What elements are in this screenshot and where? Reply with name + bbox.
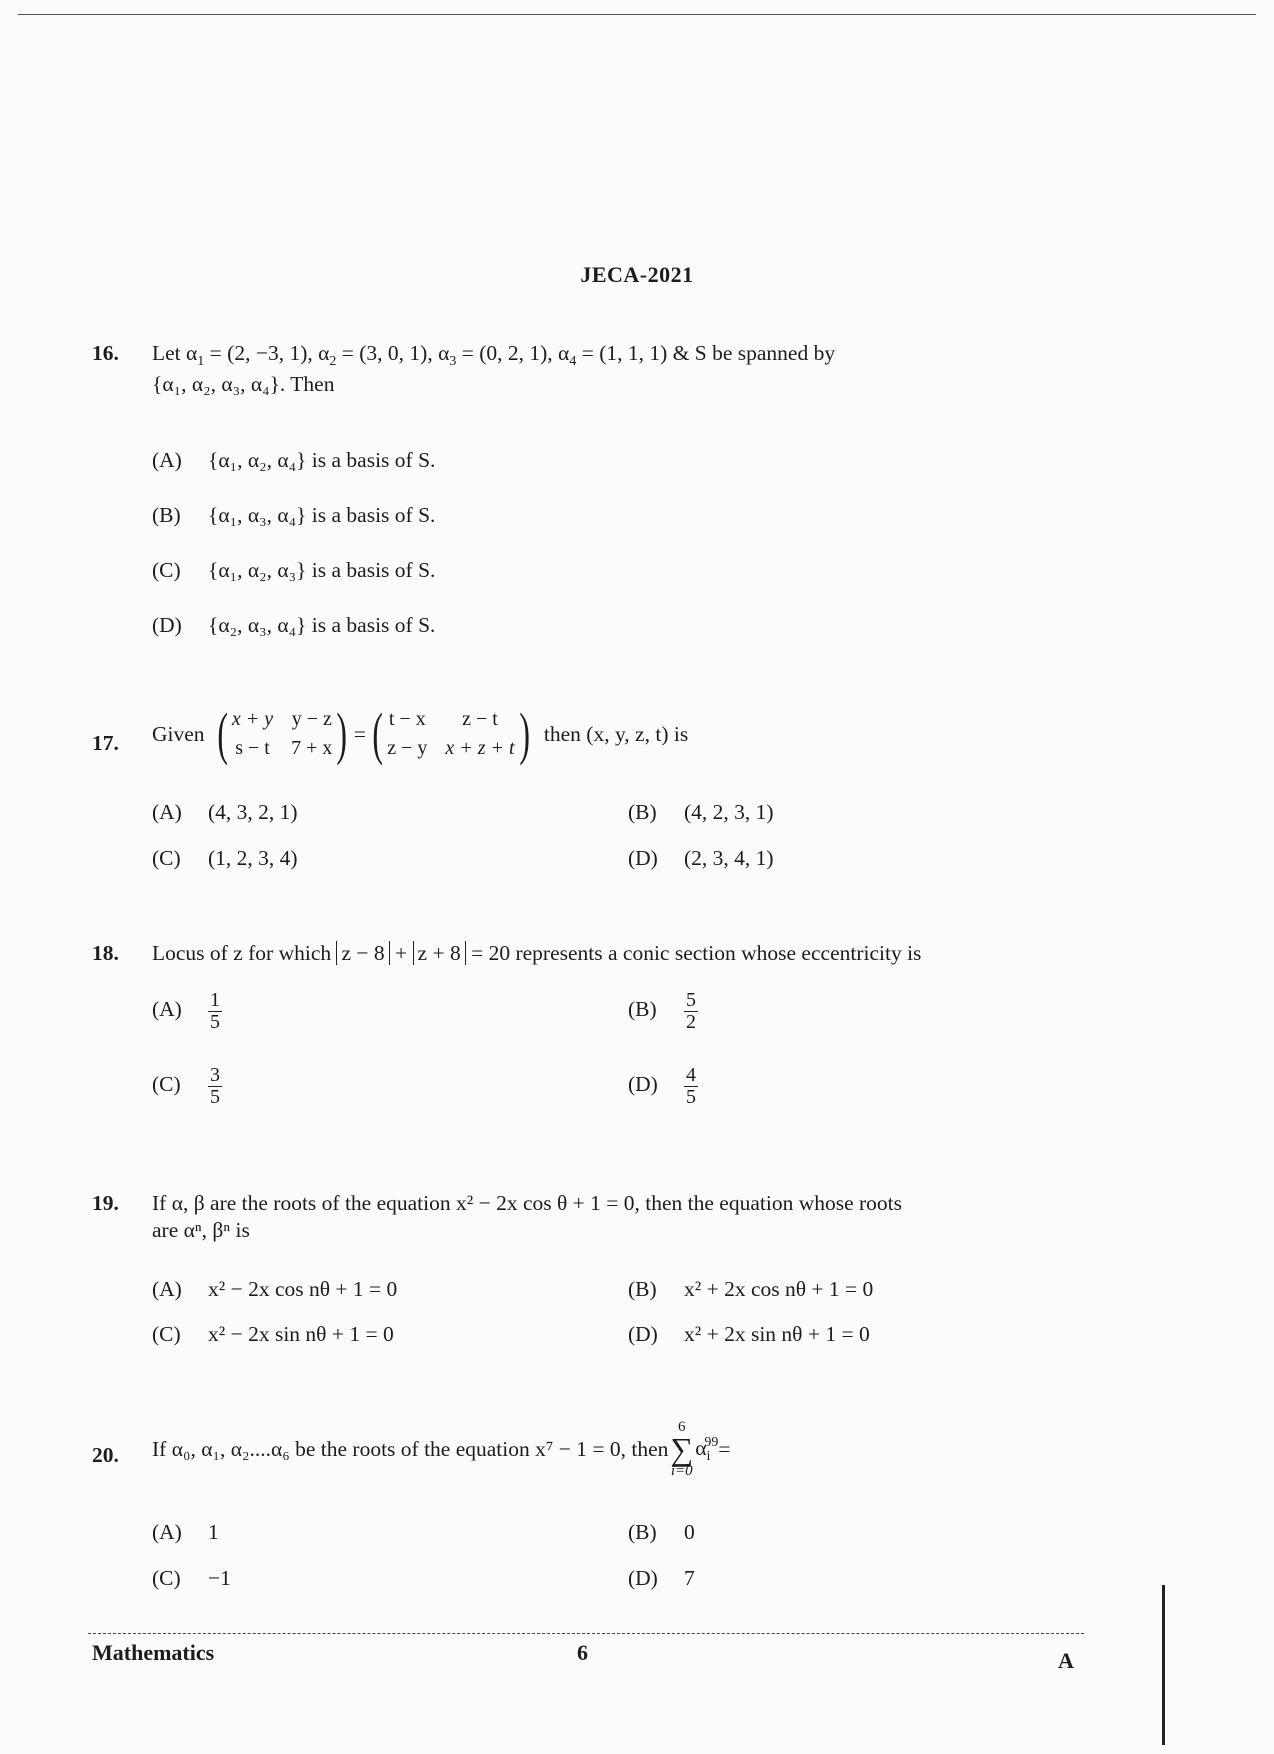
option-16b: (B) {α₁, α₃, α₄} is a basis of S. [152,503,436,527]
option-20b: (B) 0 [628,1520,695,1544]
option-18b: (B) $\frac{5}{2}$ [628,989,696,1033]
question-stem: If α, β are the roots of the equation x² − 2x cos θ + 1 = 0, then the equation whose roots are αⁿ, βⁿ is [152,1191,903,1242]
option-18c: (C) $\frac{3}{5}$ [152,1064,220,1108]
option-17a: (A) (4, 3, 2, 1) [152,800,298,824]
question-number: 19. [92,1191,119,1215]
footer-set: A [1058,1648,1074,1673]
question-19 [92,1190,1074,1244]
question-16 [92,340,1074,397]
top-rule [18,14,1256,15]
option-20d: (D) 7 [628,1566,695,1590]
option-20c: (C) −1 [152,1566,231,1590]
option-16a: (A) {α₁, α₂, α₄} is a basis of S. [152,448,436,472]
question-number: 18. [92,941,119,965]
footer-page-number: 6 [577,1640,588,1665]
right-matrix: ( t − x z − t z − y x + z + t ) [372,701,530,766]
option-18d: (D) $\frac{4}{5}$ [628,1064,696,1108]
option-20a: (A) 1 [152,1520,219,1544]
footer-rule [88,1633,1084,1634]
question-17 [92,701,1074,766]
option-18a: (A) $\frac{1}{5}$ [152,989,220,1033]
option-19d: (D) x² + 2x sin nθ + 1 = 0 [628,1322,870,1346]
footer-subject: Mathematics [92,1640,215,1665]
question-number: 20. [92,1443,119,1467]
exam-title: JECA-2021 [580,262,694,287]
option-19b: (B) x² + 2x cos nθ + 1 = 0 [628,1277,874,1301]
question-stem: Given ( x + y y − z s − t 7 + x ) = ( t − x z − t z − y x + z + t ) then (x, y, z, t) is [152,701,689,766]
option-17b: (B) (4, 2, 3, 1) [628,800,774,824]
question-18 [92,940,1074,967]
question-20 [92,1420,1074,1479]
option-17d: (D) (2, 3, 4, 1) [628,846,774,870]
option-17c: (C) (1, 2, 3, 4) [152,846,298,870]
option-19a: (A) x² − 2x cos nθ + 1 = 0 [152,1277,398,1301]
question-stem: Locus of z for which z − 8 + z + 8 = 20 represents a conic section whose eccentricity is [152,941,922,965]
summation: 6 ∑ i=0 [670,1419,694,1479]
option-16d: (D) {α₂, α₃, α₄} is a basis of S. [152,613,436,637]
left-matrix: ( x + y y − z s − t 7 + x ) [216,701,348,766]
question-number: 17. [92,731,119,755]
question-number: 16. [92,341,119,365]
question-stem: If α₀, α₁, α₂....α₆ be the roots of the equation x⁷ − 1 = 0, then 6 ∑ i=0 $\alpha_i^{99}$ = [152,1419,731,1479]
option-16c: (C) {α₁, α₂, α₃} is a basis of S. [152,558,436,582]
question-stem: Let $\alpha_1 = (2$, −3, 1), $\alpha_2 = (3$, 0, 1), $\alpha_3 = (0$, 2, 1), $\alpha_4 = (1$, 1, 1) & S be spanned by {α₁, α₂, α₃, α₄}. Then [152,341,836,396]
option-19c: (C) x² − 2x sin nθ + 1 = 0 [152,1322,394,1346]
